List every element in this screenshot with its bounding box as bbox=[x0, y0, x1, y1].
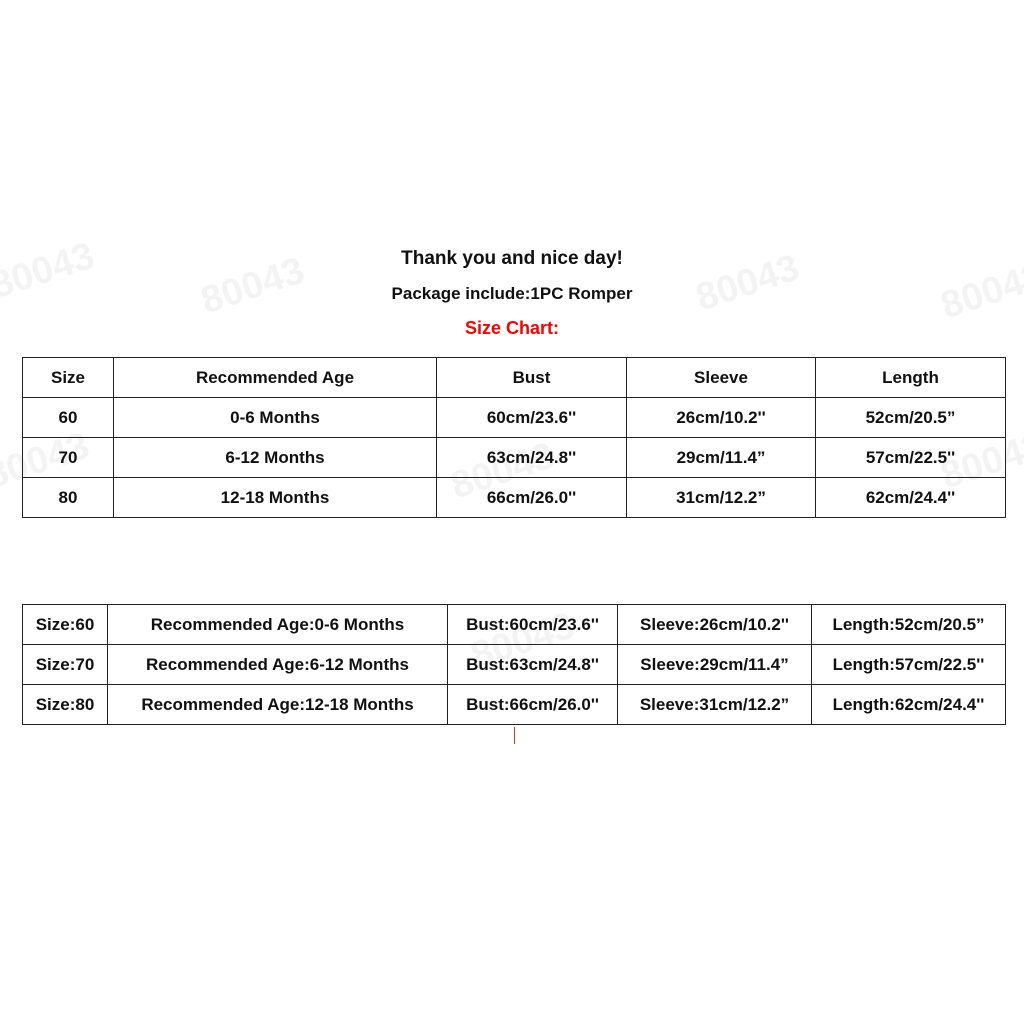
cell-sleeve: 29cm/11.4” bbox=[627, 438, 816, 478]
header-sleeve: Sleeve bbox=[627, 358, 816, 398]
cell-age: Recommended Age:6-12 Months bbox=[108, 645, 448, 685]
cell-length: Length:62cm/24.4'' bbox=[812, 685, 1006, 725]
cell-size: Size:60 bbox=[23, 605, 108, 645]
cell-length: 62cm/24.4'' bbox=[816, 478, 1006, 518]
cell-sleeve: 26cm/10.2'' bbox=[627, 398, 816, 438]
cell-length: 57cm/22.5'' bbox=[816, 438, 1006, 478]
table-row bbox=[23, 438, 1006, 478]
cell-length: Length:52cm/20.5” bbox=[812, 605, 1006, 645]
red-marker-line bbox=[514, 727, 515, 744]
cell-length: Length:57cm/22.5'' bbox=[812, 645, 1006, 685]
size-detail-table bbox=[22, 604, 1006, 725]
cell-bust: Bust:63cm/24.8'' bbox=[448, 645, 618, 685]
table-row bbox=[23, 398, 1006, 438]
table-row bbox=[23, 605, 1006, 645]
header-size: Size bbox=[23, 358, 114, 398]
cell-bust: 66cm/26.0'' bbox=[437, 478, 627, 518]
table-row bbox=[23, 478, 1006, 518]
size-chart-table bbox=[22, 357, 1006, 518]
cell-age: 0-6 Months bbox=[114, 398, 437, 438]
table-row bbox=[23, 685, 1006, 725]
cell-length: 52cm/20.5” bbox=[816, 398, 1006, 438]
package-info: Package include:1PC Romper bbox=[391, 284, 633, 303]
cell-age: Recommended Age:12-18 Months bbox=[108, 685, 448, 725]
cell-size: 70 bbox=[23, 438, 114, 478]
header-length: Length bbox=[816, 358, 1006, 398]
cell-age: Recommended Age:0-6 Months bbox=[108, 605, 448, 645]
cell-bust: 60cm/23.6'' bbox=[437, 398, 627, 438]
cell-age: 12-18 Months bbox=[114, 478, 437, 518]
cell-bust: Bust:66cm/26.0'' bbox=[448, 685, 618, 725]
cell-sleeve: Sleeve:26cm/10.2'' bbox=[618, 605, 812, 645]
thanks-message: Thank you and nice day! bbox=[401, 248, 623, 269]
cell-sleeve: Sleeve:29cm/11.4” bbox=[618, 645, 812, 685]
cell-bust: 63cm/24.8'' bbox=[437, 438, 627, 478]
table-header-row bbox=[23, 358, 1006, 398]
table-row bbox=[23, 645, 1006, 685]
cell-size: Size:70 bbox=[23, 645, 108, 685]
cell-bust: Bust:60cm/23.6'' bbox=[448, 605, 618, 645]
cell-sleeve: Sleeve:31cm/12.2” bbox=[618, 685, 812, 725]
header-bust: Bust bbox=[437, 358, 627, 398]
cell-sleeve: 31cm/12.2” bbox=[627, 478, 816, 518]
header-recommended-age: Recommended Age bbox=[114, 358, 437, 398]
size-chart-title: Size Chart: bbox=[464, 318, 560, 338]
cell-size: 80 bbox=[23, 478, 114, 518]
cell-size: 60 bbox=[23, 398, 114, 438]
cell-size: Size:80 bbox=[23, 685, 108, 725]
cell-age: 6-12 Months bbox=[114, 438, 437, 478]
